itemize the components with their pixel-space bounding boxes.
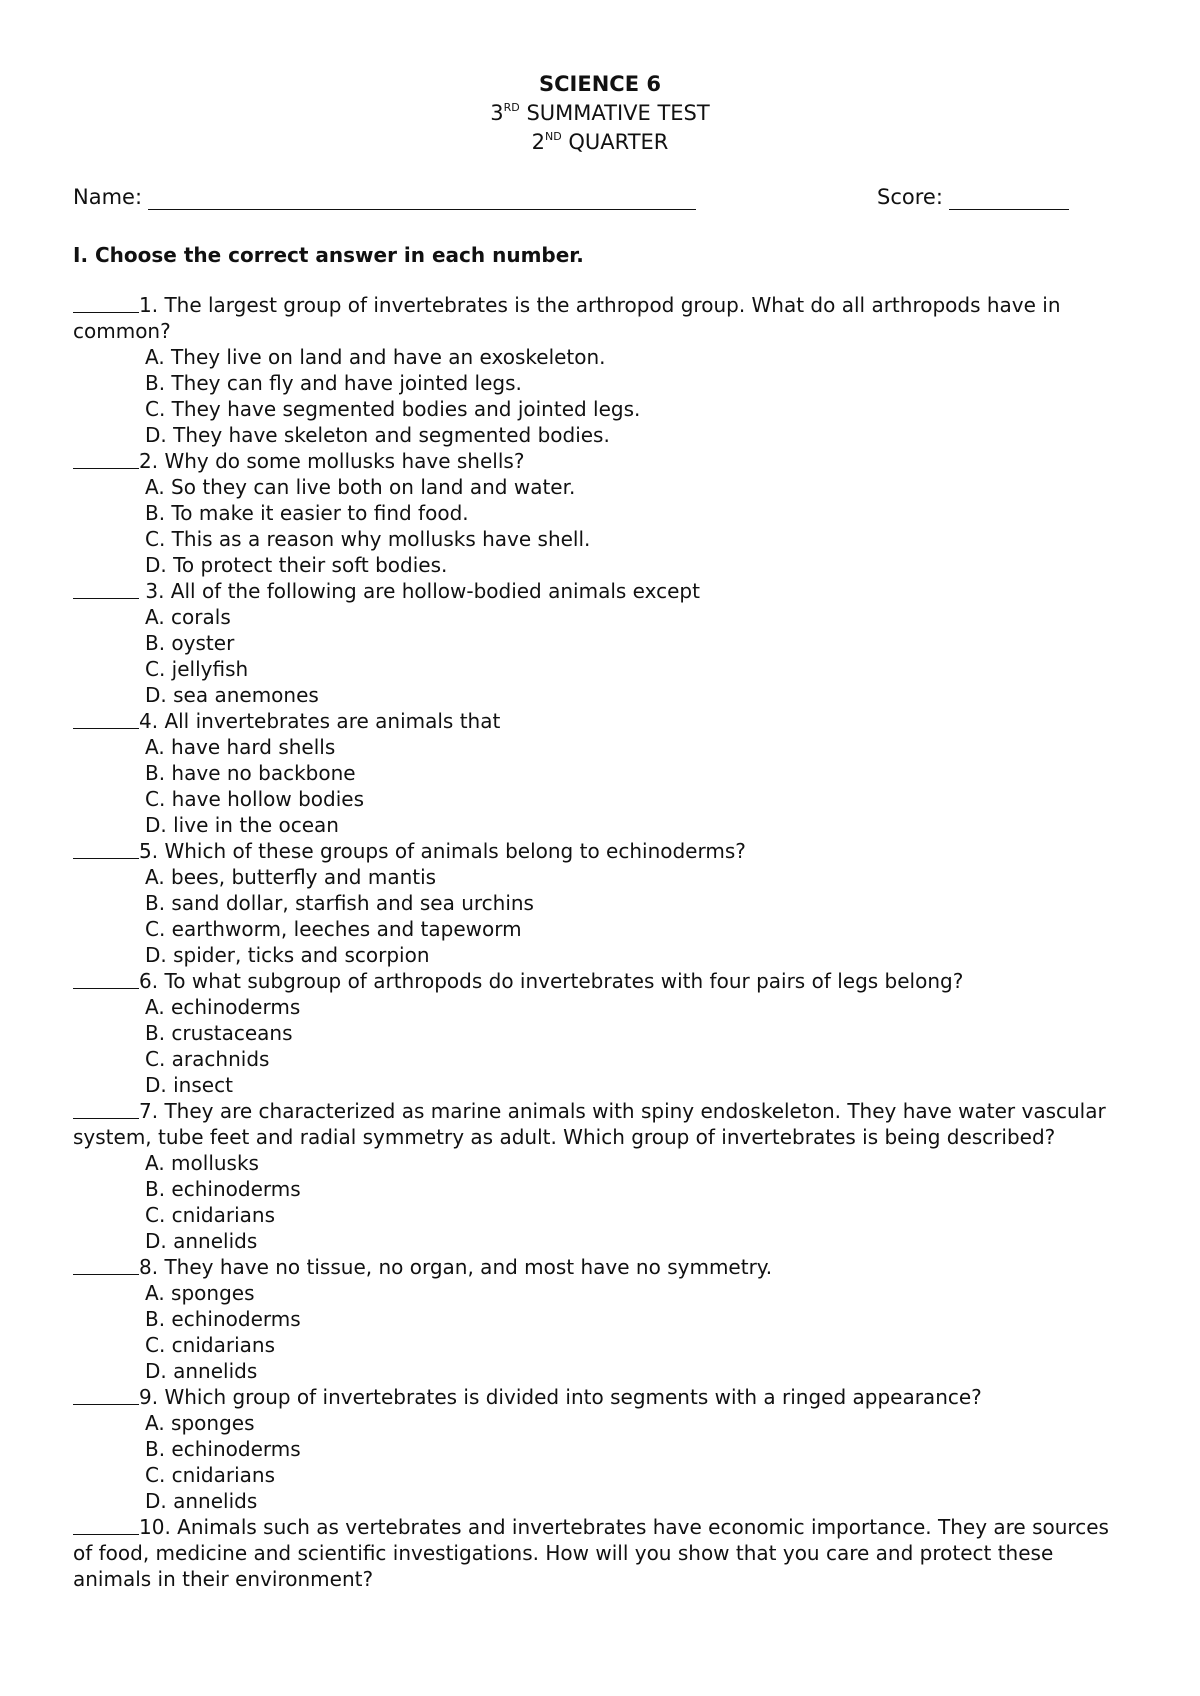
quarter-ordinal-suffix: ND — [544, 130, 562, 143]
option-b: B. oyster — [145, 631, 235, 655]
question-stem — [73, 448, 1133, 474]
option-b: B. echinoderms — [145, 1177, 301, 1201]
option-d: D. live in the ocean — [145, 813, 339, 837]
question-stem — [73, 708, 1133, 734]
option-d: D. annelids — [145, 1229, 258, 1253]
option-d: D. To protect their soft bodies. — [145, 553, 448, 577]
answer-blank[interactable] — [73, 709, 139, 729]
option-a: A. They live on land and have an exoskeleton. — [145, 345, 606, 369]
option-c: C. cnidarians — [145, 1463, 275, 1487]
option-c: C. have hollow bodies — [145, 787, 364, 811]
question-stem — [73, 292, 1133, 344]
option-c: C. jellyfish — [145, 657, 249, 681]
question-stem — [73, 1098, 1133, 1150]
question-item — [73, 1254, 1133, 1384]
answer-blank[interactable] — [73, 1515, 139, 1535]
option-c: C. cnidarians — [145, 1203, 275, 1227]
option-d: D. annelids — [145, 1489, 258, 1513]
option-b: B. To make it easier to find food. — [145, 501, 469, 525]
answer-blank[interactable] — [73, 293, 139, 313]
question-stem — [73, 1514, 1133, 1592]
score-blank-line[interactable] — [949, 187, 1069, 210]
name-blank-line[interactable] — [148, 187, 696, 210]
question-text: 4. All invertebrates are animals that — [139, 709, 501, 733]
question-item — [73, 1098, 1133, 1254]
score-field — [877, 185, 1069, 210]
test-title — [0, 99, 1200, 128]
question-item — [73, 1384, 1133, 1514]
quarter-label: QUARTER — [561, 130, 669, 154]
option-d: D. sea anemones — [145, 683, 319, 707]
question-item — [73, 838, 1133, 968]
question-item — [73, 292, 1133, 448]
question-item — [73, 1514, 1133, 1592]
question-item — [73, 578, 1133, 708]
answer-blank[interactable] — [73, 449, 139, 469]
option-b: B. crustaceans — [145, 1021, 293, 1045]
question-item — [73, 708, 1133, 838]
test-ordinal-suffix: RD — [503, 101, 520, 114]
option-a: A. bees, butterfly and mantis — [145, 865, 437, 889]
option-a: A. sponges — [145, 1281, 255, 1305]
option-a: A. mollusks — [145, 1151, 259, 1175]
option-c: C. earthworm, leeches and tapeworm — [145, 917, 522, 941]
question-stem — [73, 968, 1133, 994]
test-number: 3 — [490, 101, 504, 125]
quarter-number: 2 — [531, 130, 545, 154]
question-text: 8. They have no tissue, no organ, and most have no symmetry. — [139, 1255, 773, 1279]
option-c: C. This as a reason why mollusks have shell. — [145, 527, 591, 551]
document-title: SCIENCE 6 — [539, 72, 661, 96]
option-b: B. echinoderms — [145, 1307, 301, 1331]
option-b: B. They can fly and have jointed legs. — [145, 371, 522, 395]
student-info-row — [73, 185, 1103, 215]
option-b: B. have no backbone — [145, 761, 356, 785]
question-text: 9. Which group of invertebrates is divided into segments with a ringed appearance? — [139, 1385, 982, 1409]
answer-blank[interactable] — [73, 579, 139, 599]
document-header — [0, 70, 1200, 157]
option-a: A. have hard shells — [145, 735, 336, 759]
option-d: D. spider, ticks and scorpion — [145, 943, 430, 967]
option-d: D. annelids — [145, 1359, 258, 1383]
option-c: C. arachnids — [145, 1047, 270, 1071]
question-text: 2. Why do some mollusks have shells? — [139, 449, 525, 473]
question-stem — [73, 1384, 1133, 1410]
option-b: B. echinoderms — [145, 1437, 301, 1461]
option-a: A. sponges — [145, 1411, 255, 1435]
quarter-title — [0, 128, 1200, 157]
answer-blank[interactable] — [73, 839, 139, 859]
question-list — [73, 292, 1133, 1592]
option-c: C. cnidarians — [145, 1333, 275, 1357]
option-d: D. insect — [145, 1073, 233, 1097]
option-a: A. So they can live both on land and water. — [145, 475, 576, 499]
option-d: D. They have skeleton and segmented bodies. — [145, 423, 610, 447]
answer-blank[interactable] — [73, 1255, 139, 1275]
question-item — [73, 968, 1133, 1098]
question-stem — [73, 1254, 1133, 1280]
option-c: C. They have segmented bodies and jointed legs. — [145, 397, 641, 421]
instruction-text: I. Choose the correct answer in each number. — [73, 243, 584, 267]
name-field — [73, 185, 696, 210]
question-text: 10. Animals such as vertebrates and invertebrates have economic importance. They are sources of food, medicine and scientific investigations. How will you show that you care and protect these animals in their environment? — [73, 1515, 1109, 1591]
option-a: A. corals — [145, 605, 231, 629]
test-label: SUMMATIVE TEST — [519, 101, 710, 125]
question-text: 6. To what subgroup of arthropods do invertebrates with four pairs of legs belong? — [139, 969, 964, 993]
name-label: Name: — [73, 185, 143, 209]
question-text: 5. Which of these groups of animals belong to echinoderms? — [139, 839, 746, 863]
answer-blank[interactable] — [73, 1385, 139, 1405]
answer-blank[interactable] — [73, 1099, 139, 1119]
question-text: 7. They are characterized as marine animals with spiny endoskeleton. They have water vascular system, tube feet and radial symmetry as adult. Which group of invertebrates is being described? — [73, 1099, 1106, 1149]
option-b: B. sand dollar, starfish and sea urchins — [145, 891, 534, 915]
question-stem — [73, 838, 1133, 864]
score-label: Score: — [877, 185, 943, 209]
question-text: 1. The largest group of invertebrates is the arthropod group. What do all arthropods have in common? — [73, 293, 1061, 343]
question-text: 3. All of the following are hollow-bodied animals except — [139, 579, 700, 603]
question-item — [73, 448, 1133, 578]
option-a: A. echinoderms — [145, 995, 301, 1019]
question-stem — [73, 578, 1133, 604]
answer-blank[interactable] — [73, 969, 139, 989]
